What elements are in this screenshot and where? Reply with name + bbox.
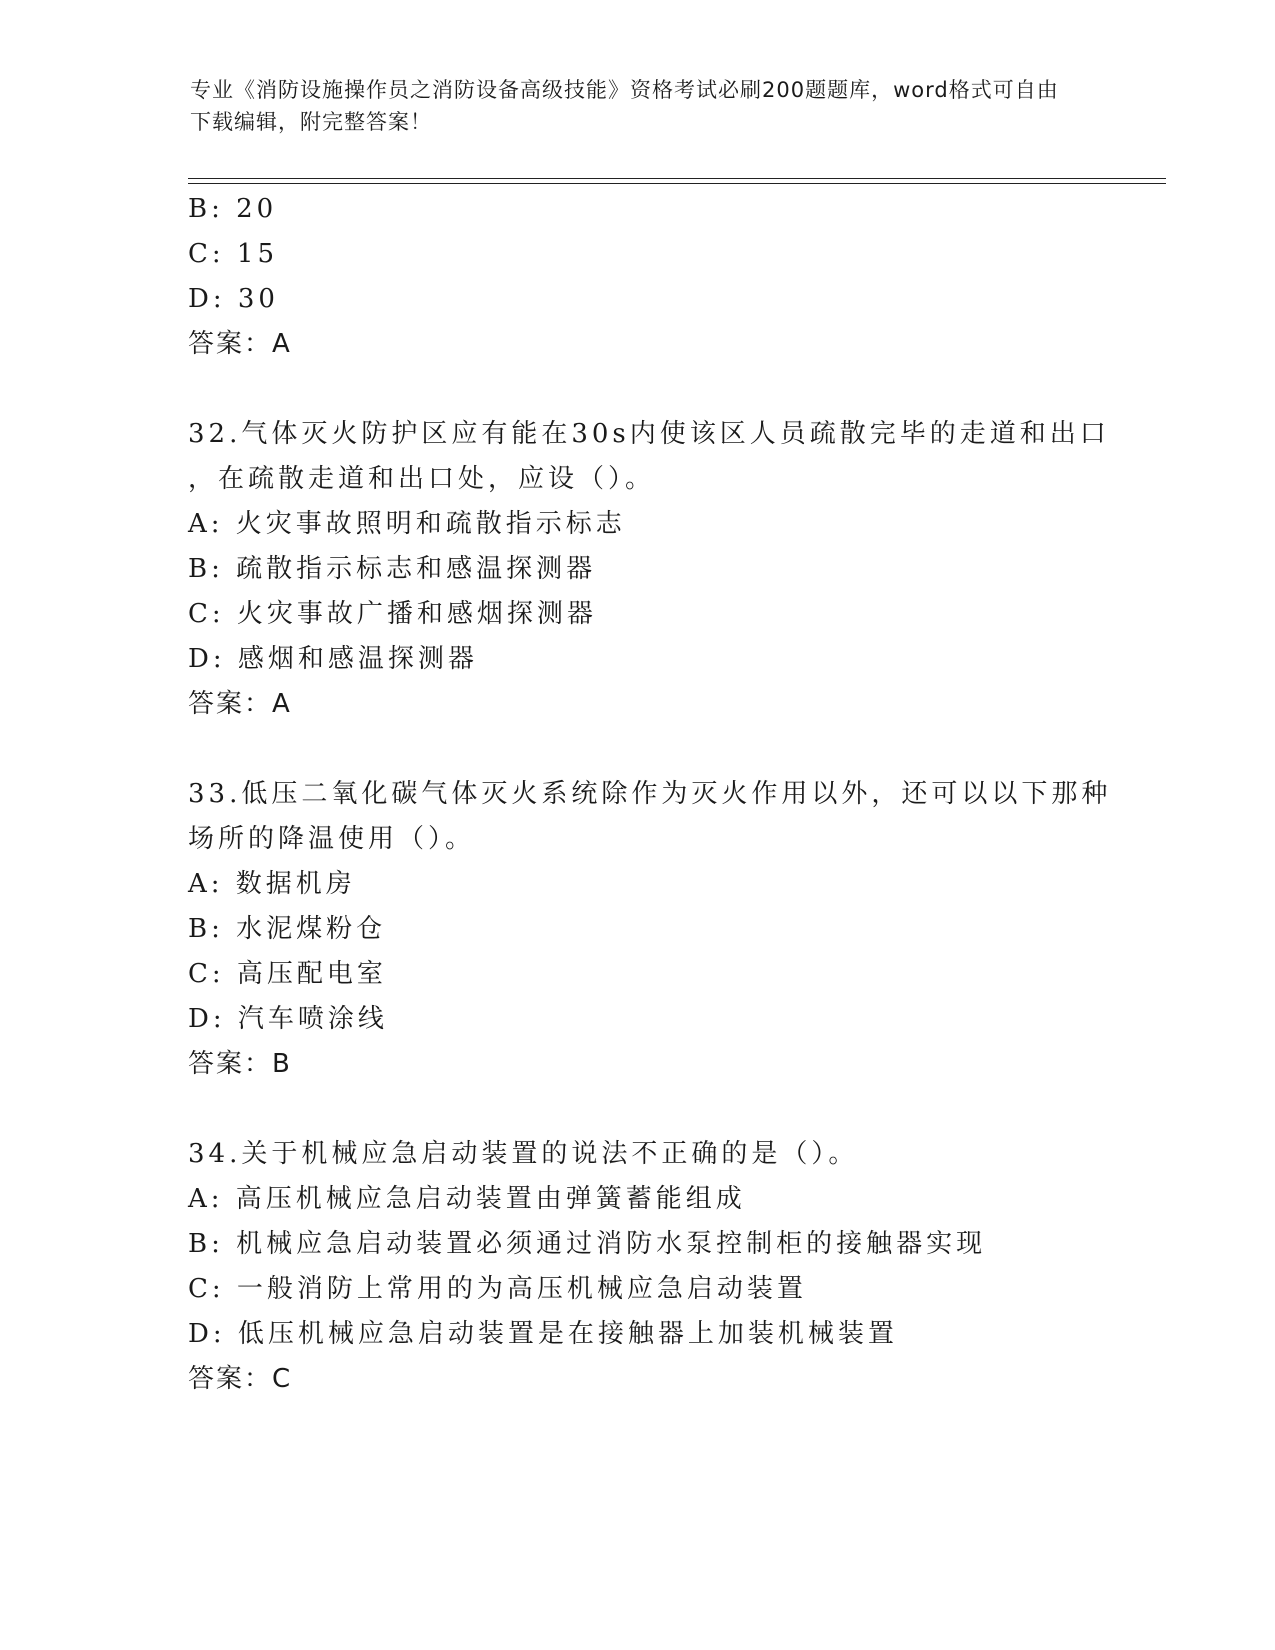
option-b: B: 疏散指示标志和感温探测器 xyxy=(188,554,597,584)
question-stem: 33.低压二氧化碳气体灭火系统除作为灭火作用以外，还可以以下那种 xyxy=(188,779,1112,809)
option-b: B: 水泥煤粉仓 xyxy=(188,914,387,944)
option-a: A: 火灾事故照明和疏散指示标志 xyxy=(188,509,626,539)
option-d: D: 汽车喷涂线 xyxy=(188,1004,388,1034)
question-stem-continued: ，在疏散走道和出口处，应设（）。 xyxy=(188,464,656,494)
option-d: D: 30 xyxy=(188,284,279,314)
option-b: B: 20 xyxy=(188,194,278,224)
answer-line: 答案：B xyxy=(188,1049,292,1079)
answer-line: 答案：C xyxy=(188,1364,293,1394)
answer-line: 答案：A xyxy=(188,329,292,359)
option-c: C: 高压配电室 xyxy=(188,959,387,989)
answer-line: 答案：A xyxy=(188,689,292,719)
header-divider-bottom xyxy=(188,183,1166,184)
document-header: 专业《消防设施操作员之消防设备高级技能》资格考试必刷200题题库，word格式可自由下载编辑，附完整答案！ xyxy=(190,78,1059,134)
option-c: C: 火灾事故广播和感烟探测器 xyxy=(188,599,597,629)
question-stem-continued: 场所的降温使用（）。 xyxy=(188,824,476,854)
option-c: C: 15 xyxy=(188,239,279,269)
question-stem: 34.关于机械应急启动装置的说法不正确的是（）。 xyxy=(188,1139,859,1169)
option-a: A: 数据机房 xyxy=(188,869,356,899)
option-a: A: 高压机械应急启动装置由弹簧蓄能组成 xyxy=(188,1184,746,1214)
option-d: D: 感烟和感温探测器 xyxy=(188,644,478,674)
option-c: C: 一般消防上常用的为高压机械应急启动装置 xyxy=(188,1274,807,1304)
question-stem: 32.气体灭火防护区应有能在30s内使该区人员疏散完毕的走道和出口 xyxy=(188,419,1110,449)
option-d: D: 低压机械应急启动装置是在接触器上加装机械装置 xyxy=(188,1319,898,1349)
header-divider-top xyxy=(188,178,1166,179)
option-b: B: 机械应急启动装置必须通过消防水泵控制柜的接触器实现 xyxy=(188,1229,987,1259)
